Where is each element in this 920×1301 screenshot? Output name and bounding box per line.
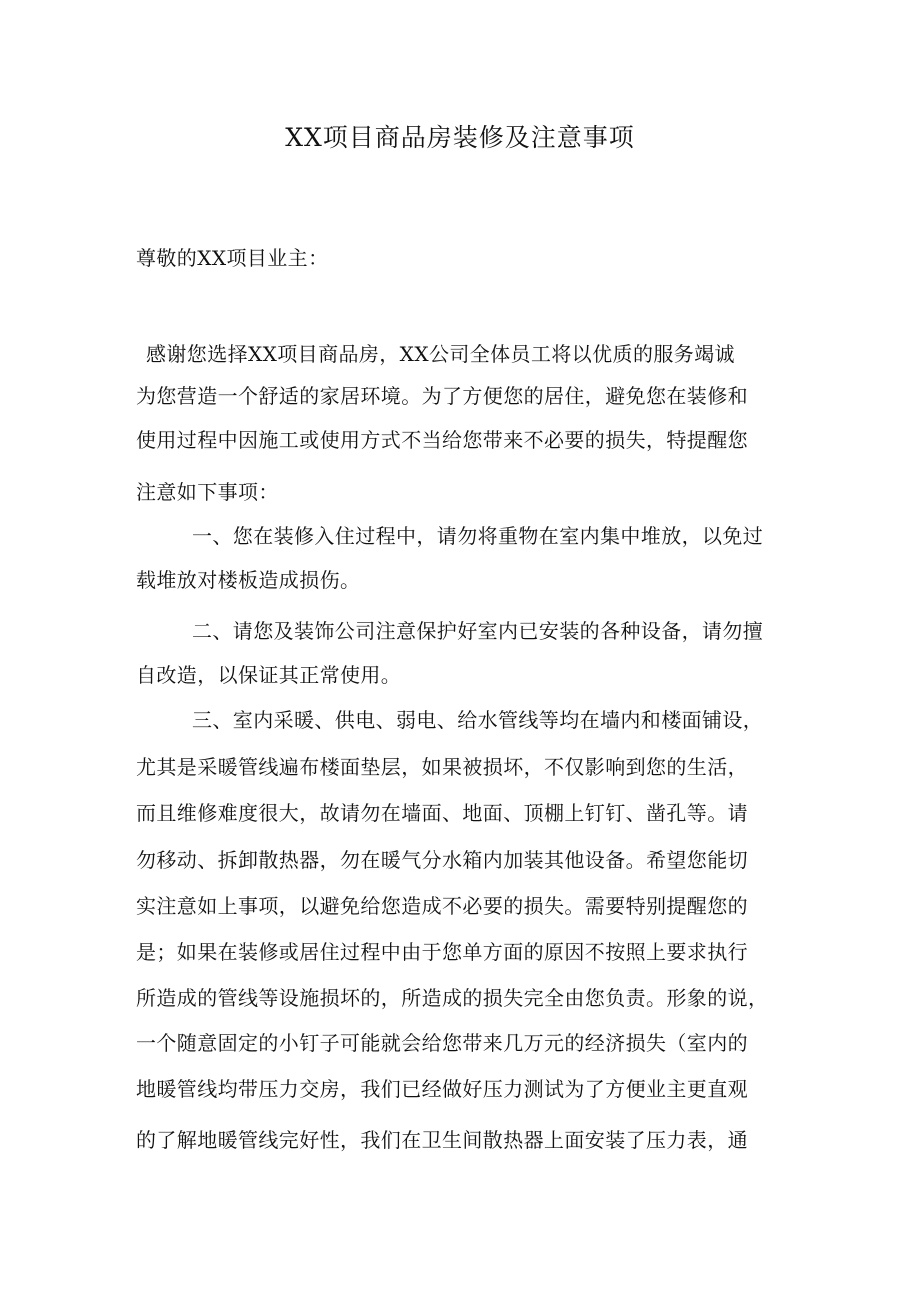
body-line: 勿移动、拆卸散热器，勿在暖气分水箱内加装其他设备。希望您能切 xyxy=(136,848,748,872)
body-line: 注意如下事项： xyxy=(136,480,279,504)
body-line: 的了解地暖管线完好性，我们在卫生间散热器上面安装了压力表，通 xyxy=(136,1128,748,1152)
body-line: 实注意如上事项，以避免给您造成不必要的损失。需要特别提醒您的 xyxy=(136,894,748,918)
body-line: 三、室内采暖、供电、弱电、给水管线等均在墙内和楼面铺设， xyxy=(192,708,764,732)
body-line: 一个随意固定的小钉子可能就会给您带来几万元的经济损失（室内的 xyxy=(136,1031,748,1055)
body-line: 一、您在装修入住过程中，请勿将重物在室内集中堆放，以免过 xyxy=(192,524,764,548)
body-line: 所造成的管线等设施损坏的，所造成的损失完全由您负责。形象的说， xyxy=(136,986,769,1010)
salutation: 尊敬的XX项目业主： xyxy=(136,246,329,270)
body-line: 地暖管线均带压力交房，我们已经做好压力测试为了方便业主更直观 xyxy=(136,1077,748,1101)
body-line: 是；如果在装修或居住过程中由于您单方面的原因不按照上要求执行 xyxy=(136,940,748,964)
body-line: 为您营造一个舒适的家居环境。为了方便您的居住，避免您在装修和 xyxy=(136,384,748,408)
body-line: 尤其是采暖管线遍布楼面垫层，如果被损坏，不仅影响到您的生活， xyxy=(136,755,748,779)
body-line: 自改造，以保证其正常使用。 xyxy=(136,663,402,687)
body-line: 载堆放对楼板造成损伤。 xyxy=(136,568,361,592)
body-line: 使用过程中因施工或使用方式不当给您带来不必要的损失，特提醒您 xyxy=(136,428,748,452)
body-line: 而且维修难度很大，故请勿在墙面、地面、顶棚上钉钉、凿孔等。请 xyxy=(136,801,748,825)
body-line: 二、请您及装饰公司注意保护好室内已安装的各种设备，请勿擅 xyxy=(192,619,764,643)
document-title: XX项目商品房装修及注意事项 xyxy=(285,123,635,152)
body-line: 感谢您选择XX项目商品房，XX公司全体员工将以优质的服务竭诚 xyxy=(146,342,735,366)
